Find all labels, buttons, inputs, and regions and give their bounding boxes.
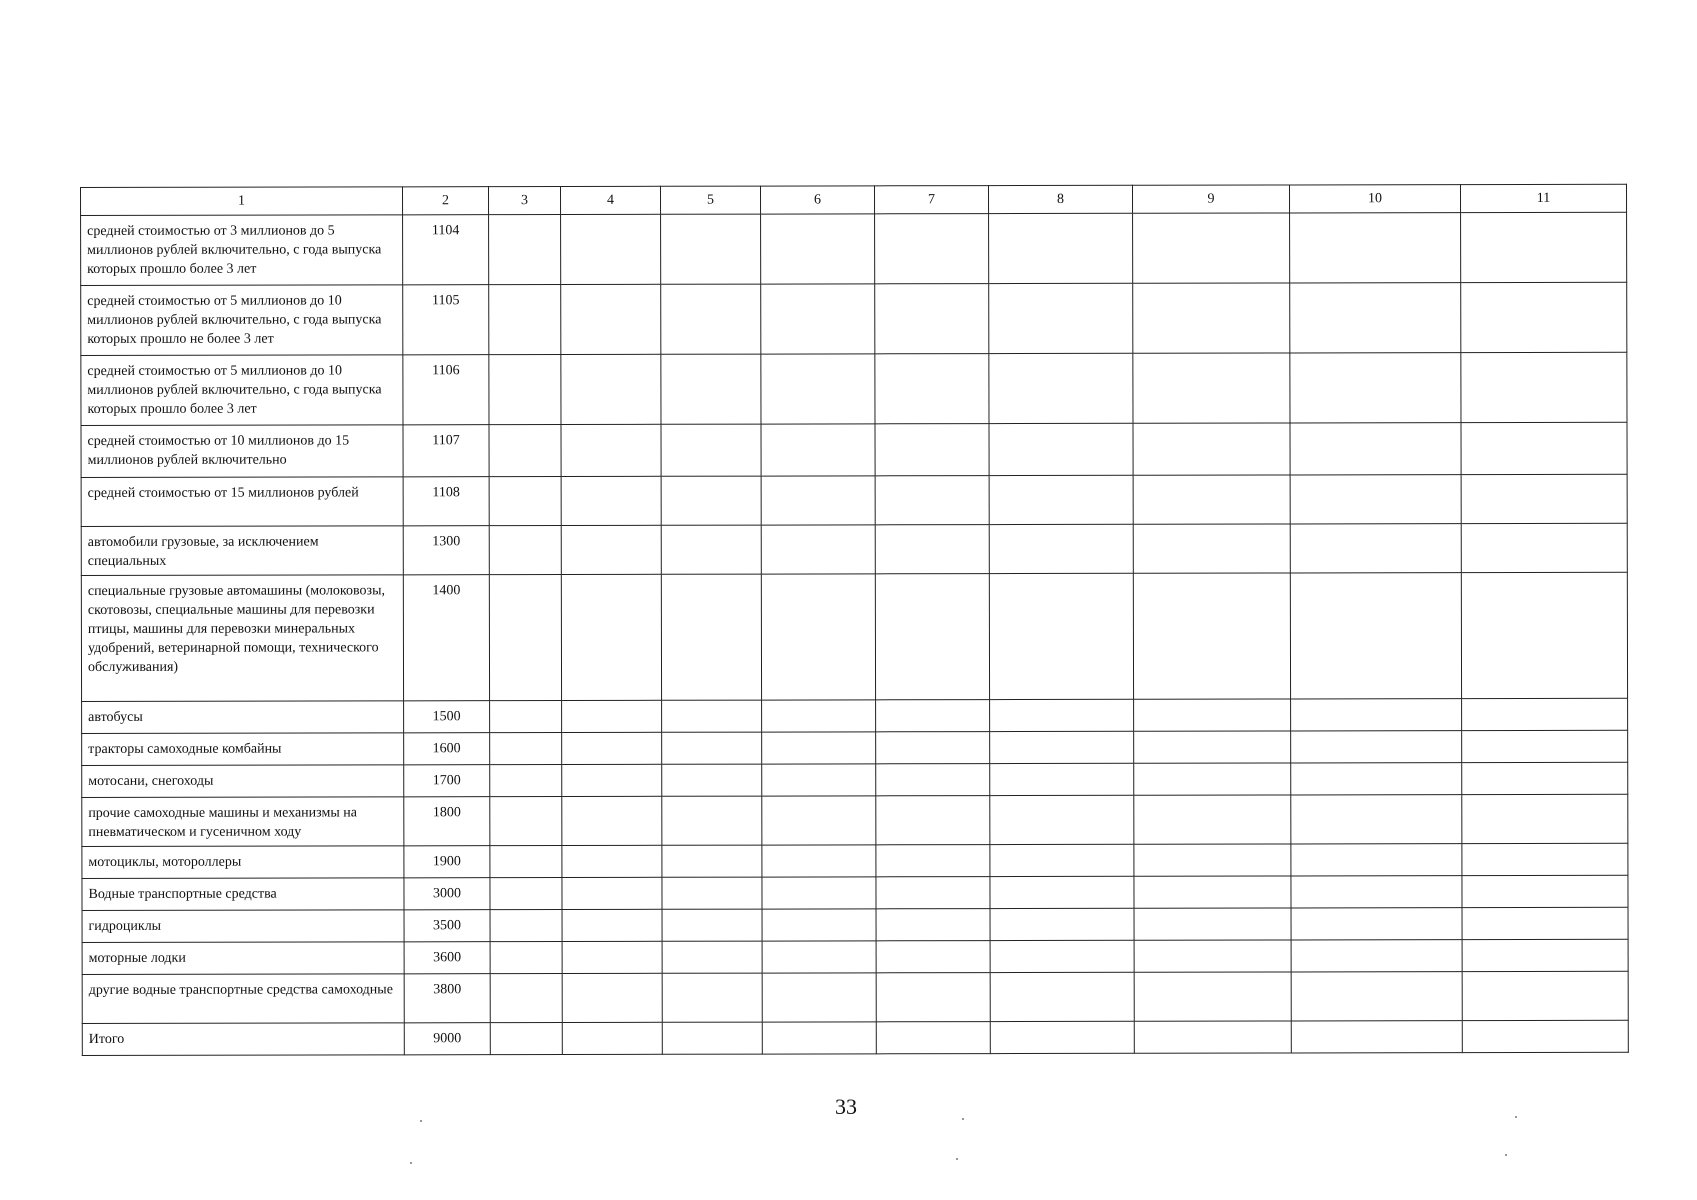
empty-value-cell [561, 574, 661, 700]
empty-value-cell [990, 940, 1134, 972]
empty-value-cell [1462, 698, 1628, 730]
empty-value-cell [762, 909, 876, 941]
empty-value-cell [561, 525, 661, 574]
table-row [82, 1020, 1628, 1055]
table-row [82, 939, 1628, 974]
table-row [81, 352, 1627, 425]
empty-value-cell [562, 909, 662, 941]
empty-value-cell [662, 764, 762, 796]
empty-value-cell [490, 796, 562, 845]
vehicle-data-table [80, 184, 1629, 1056]
empty-value-cell [662, 732, 762, 764]
row-name-cell: прочие самоходные машины и механизмы на пневматическом и гусеничном ходу [82, 797, 404, 847]
table-row [81, 212, 1627, 285]
empty-value-cell [662, 941, 762, 973]
row-name-cell: мотосани, снегоходы [82, 765, 404, 798]
empty-value-cell [875, 525, 989, 574]
empty-value-cell [562, 845, 662, 877]
row-code-cell: 1500 [404, 701, 490, 733]
row-name-cell: автомобили грузовые, за исключением специальных [81, 526, 403, 576]
empty-value-cell [876, 1022, 990, 1054]
row-code-cell: 1108 [403, 477, 489, 526]
empty-value-cell [990, 908, 1134, 940]
empty-value-cell [1291, 972, 1462, 1021]
column-number: 8 [988, 185, 1132, 213]
empty-value-cell [1461, 523, 1627, 572]
empty-value-cell [876, 796, 990, 845]
row-code-cell: 3500 [404, 910, 490, 942]
empty-value-cell [1290, 573, 1461, 699]
empty-value-cell [1291, 940, 1462, 972]
empty-value-cell [561, 214, 661, 284]
row-name-cell: автобусы [82, 701, 404, 734]
row-code-cell: 3600 [404, 942, 490, 974]
empty-value-cell [1290, 423, 1461, 475]
row-name-cell: мотоциклы, мотороллеры [82, 846, 404, 879]
column-number: 4 [561, 186, 661, 214]
empty-value-cell [1134, 876, 1291, 908]
table-row [82, 971, 1628, 1023]
empty-value-cell [661, 476, 761, 525]
empty-value-cell [1134, 1021, 1291, 1053]
empty-value-cell [1462, 762, 1628, 794]
empty-value-cell [761, 354, 875, 424]
table-row [82, 698, 1628, 733]
empty-value-cell [762, 796, 876, 845]
scan-speck [1505, 1154, 1507, 1156]
empty-value-cell [661, 214, 761, 284]
row-code-cell: 1600 [404, 733, 490, 765]
empty-value-cell [1291, 763, 1462, 795]
table-row [81, 572, 1627, 701]
empty-value-cell [1133, 213, 1290, 283]
empty-value-cell [561, 476, 661, 525]
empty-value-cell [876, 941, 990, 973]
empty-value-cell [1291, 876, 1462, 908]
empty-value-cell [561, 354, 661, 424]
empty-value-cell [561, 424, 661, 476]
empty-value-cell [661, 284, 761, 354]
column-number: 6 [760, 186, 874, 214]
empty-value-cell [761, 476, 875, 525]
empty-value-cell [990, 699, 1134, 731]
empty-value-cell [1133, 524, 1290, 573]
empty-value-cell [1461, 212, 1627, 282]
empty-value-cell [990, 972, 1134, 1021]
empty-value-cell [990, 1021, 1134, 1053]
empty-value-cell [562, 877, 662, 909]
empty-value-cell [562, 732, 662, 764]
empty-value-cell [1290, 213, 1461, 283]
row-name-cell: другие водные транспортные средства самоходные [82, 974, 404, 1024]
row-code-cell: 1800 [404, 797, 490, 846]
empty-value-cell [1291, 1021, 1462, 1053]
table-row [81, 523, 1627, 575]
empty-value-cell [1134, 940, 1291, 972]
empty-value-cell [1134, 908, 1291, 940]
scan-speck [420, 1120, 422, 1122]
empty-value-cell [661, 525, 761, 574]
empty-value-cell [989, 423, 1133, 475]
empty-value-cell [1290, 524, 1461, 573]
scan-speck [962, 1118, 964, 1120]
row-code-cell: 3800 [404, 974, 490, 1023]
empty-value-cell [561, 284, 661, 354]
empty-value-cell [490, 764, 562, 796]
column-number: 5 [660, 186, 760, 214]
column-number: 7 [874, 186, 988, 214]
empty-value-cell [1134, 795, 1291, 844]
empty-value-cell [562, 1022, 662, 1054]
row-code-cell: 1700 [404, 765, 490, 797]
column-number: 9 [1132, 185, 1289, 213]
table-row [81, 422, 1627, 477]
empty-value-cell [876, 973, 990, 1022]
empty-value-cell [1290, 353, 1461, 423]
empty-value-cell [762, 1022, 876, 1054]
column-number-row [81, 184, 1627, 215]
empty-value-cell [875, 284, 989, 354]
empty-value-cell [1291, 731, 1462, 763]
empty-value-cell [875, 354, 989, 424]
empty-value-cell [876, 700, 990, 732]
row-code-cell: 1300 [403, 526, 489, 575]
row-name-cell: средней стоимостью от 15 миллионов рублей [81, 477, 403, 527]
scan-speck [410, 1162, 412, 1164]
empty-value-cell [662, 796, 762, 845]
empty-value-cell [762, 764, 876, 796]
empty-value-cell [662, 973, 762, 1022]
empty-value-cell [1134, 731, 1291, 763]
empty-value-cell [876, 845, 990, 877]
row-name-cell: Итого [82, 1023, 404, 1056]
row-code-cell: 3000 [404, 878, 490, 910]
empty-value-cell [989, 573, 1133, 699]
empty-value-cell [489, 214, 561, 284]
empty-value-cell [490, 877, 562, 909]
empty-value-cell [761, 284, 875, 354]
empty-value-cell [875, 214, 989, 284]
empty-value-cell [989, 475, 1133, 524]
empty-value-cell [490, 732, 562, 764]
empty-value-cell [989, 213, 1133, 283]
row-name-cell: средней стоимостью от 5 миллионов до 10 миллионов рублей включительно, с года выпуска которых прошло более 3 лет [81, 355, 403, 426]
empty-value-cell [875, 476, 989, 525]
empty-value-cell [989, 524, 1133, 573]
empty-value-cell [1461, 422, 1627, 474]
empty-value-cell [662, 700, 762, 732]
table-row [82, 907, 1628, 942]
column-number: 2 [403, 187, 489, 215]
empty-value-cell [990, 731, 1134, 763]
empty-value-cell [761, 424, 875, 476]
empty-value-cell [662, 1022, 762, 1054]
empty-value-cell [562, 941, 662, 973]
table-row [81, 474, 1627, 526]
empty-value-cell [762, 845, 876, 877]
scan-speck [956, 1158, 958, 1160]
empty-value-cell [1461, 352, 1627, 422]
empty-value-cell [761, 525, 875, 574]
empty-value-cell [489, 574, 561, 700]
empty-value-cell [1291, 844, 1462, 876]
row-code-cell: 1106 [403, 355, 489, 425]
empty-value-cell [762, 732, 876, 764]
scan-speck [1515, 1116, 1517, 1118]
table-row [82, 843, 1628, 878]
empty-value-cell [762, 941, 876, 973]
empty-value-cell [489, 525, 561, 574]
empty-value-cell [1291, 699, 1462, 731]
row-name-cell: средней стоимостью от 5 миллионов до 10 миллионов рублей включительно, с года выпуска которых прошло не более 3 лет [81, 285, 403, 356]
column-number: 11 [1460, 184, 1626, 212]
empty-value-cell [490, 700, 562, 732]
empty-value-cell [761, 214, 875, 284]
empty-value-cell [490, 1022, 562, 1054]
empty-value-cell [1133, 475, 1290, 524]
empty-value-cell [661, 424, 761, 476]
table-row [82, 875, 1628, 910]
empty-value-cell [1133, 423, 1290, 475]
empty-value-cell [1462, 1020, 1628, 1052]
empty-value-cell [1461, 282, 1627, 352]
empty-value-cell [989, 353, 1133, 423]
empty-value-cell [989, 283, 1133, 353]
empty-value-cell [876, 764, 990, 796]
empty-value-cell [1134, 844, 1291, 876]
column-number: 10 [1289, 185, 1460, 213]
row-code-cell: 9000 [404, 1023, 490, 1055]
row-code-cell: 1105 [403, 285, 489, 355]
empty-value-cell [1461, 474, 1627, 523]
table-row [82, 762, 1628, 797]
empty-value-cell [1134, 763, 1291, 795]
empty-value-cell [562, 796, 662, 845]
empty-value-cell [1462, 730, 1628, 762]
row-code-cell: 1900 [404, 846, 490, 878]
empty-value-cell [662, 845, 762, 877]
empty-value-cell [762, 973, 876, 1022]
empty-value-cell [1462, 907, 1628, 939]
empty-value-cell [1462, 875, 1628, 907]
empty-value-cell [1462, 794, 1628, 843]
table-row [81, 282, 1627, 355]
empty-value-cell [990, 876, 1134, 908]
row-name-cell: специальные грузовые автомашины (молоковозы, скотовозы, специальные машины для перевозки птицы, машины для перевозки минеральных удобрений, ветеринарной помощи, технического обслуживания) [81, 575, 403, 702]
empty-value-cell [761, 574, 875, 700]
empty-value-cell [1290, 283, 1461, 353]
empty-value-cell [876, 909, 990, 941]
table-row [82, 730, 1628, 765]
column-number: 3 [489, 186, 561, 214]
empty-value-cell [990, 763, 1134, 795]
row-name-cell: Водные транспортные средства [82, 878, 404, 911]
row-name-cell: гидроциклы [82, 910, 404, 943]
row-name-cell: средней стоимостью от 3 миллионов до 5 миллионов рублей включительно, с года выпуска которых прошло более 3 лет [81, 215, 403, 286]
empty-value-cell [489, 424, 561, 476]
empty-value-cell [1462, 843, 1628, 875]
empty-value-cell [1461, 572, 1627, 698]
empty-value-cell [562, 700, 662, 732]
empty-value-cell [1133, 353, 1290, 423]
empty-value-cell [1290, 475, 1461, 524]
row-code-cell: 1104 [403, 215, 489, 285]
empty-value-cell [562, 764, 662, 796]
row-code-cell: 1107 [403, 425, 489, 477]
empty-value-cell [1291, 795, 1462, 844]
empty-value-cell [876, 877, 990, 909]
empty-value-cell [762, 700, 876, 732]
empty-value-cell [1133, 283, 1290, 353]
empty-value-cell [1291, 908, 1462, 940]
empty-value-cell [489, 284, 561, 354]
empty-value-cell [661, 574, 761, 700]
empty-value-cell [490, 909, 562, 941]
empty-value-cell [490, 941, 562, 973]
empty-value-cell [662, 877, 762, 909]
row-name-cell: тракторы самоходные комбайны [82, 733, 404, 766]
empty-value-cell [661, 354, 761, 424]
empty-value-cell [1133, 573, 1290, 699]
empty-value-cell [990, 795, 1134, 844]
row-name-cell: средней стоимостью от 10 миллионов до 15 миллионов рублей включительно [81, 425, 403, 478]
empty-value-cell [490, 973, 562, 1022]
empty-value-cell [562, 973, 662, 1022]
row-name-cell: моторные лодки [82, 942, 404, 975]
empty-value-cell [662, 909, 762, 941]
column-number: 1 [81, 187, 403, 216]
empty-value-cell [489, 476, 561, 525]
empty-value-cell [876, 732, 990, 764]
empty-value-cell [1462, 939, 1628, 971]
empty-value-cell [1134, 972, 1291, 1021]
row-code-cell: 1400 [403, 575, 489, 701]
page-number: 33 [835, 1094, 857, 1119]
empty-value-cell [1134, 699, 1291, 731]
empty-value-cell [875, 424, 989, 476]
empty-value-cell [490, 845, 562, 877]
empty-value-cell [762, 877, 876, 909]
empty-value-cell [1462, 971, 1628, 1020]
table-row [82, 794, 1628, 846]
empty-value-cell [489, 354, 561, 424]
empty-value-cell [875, 574, 989, 700]
empty-value-cell [990, 844, 1134, 876]
